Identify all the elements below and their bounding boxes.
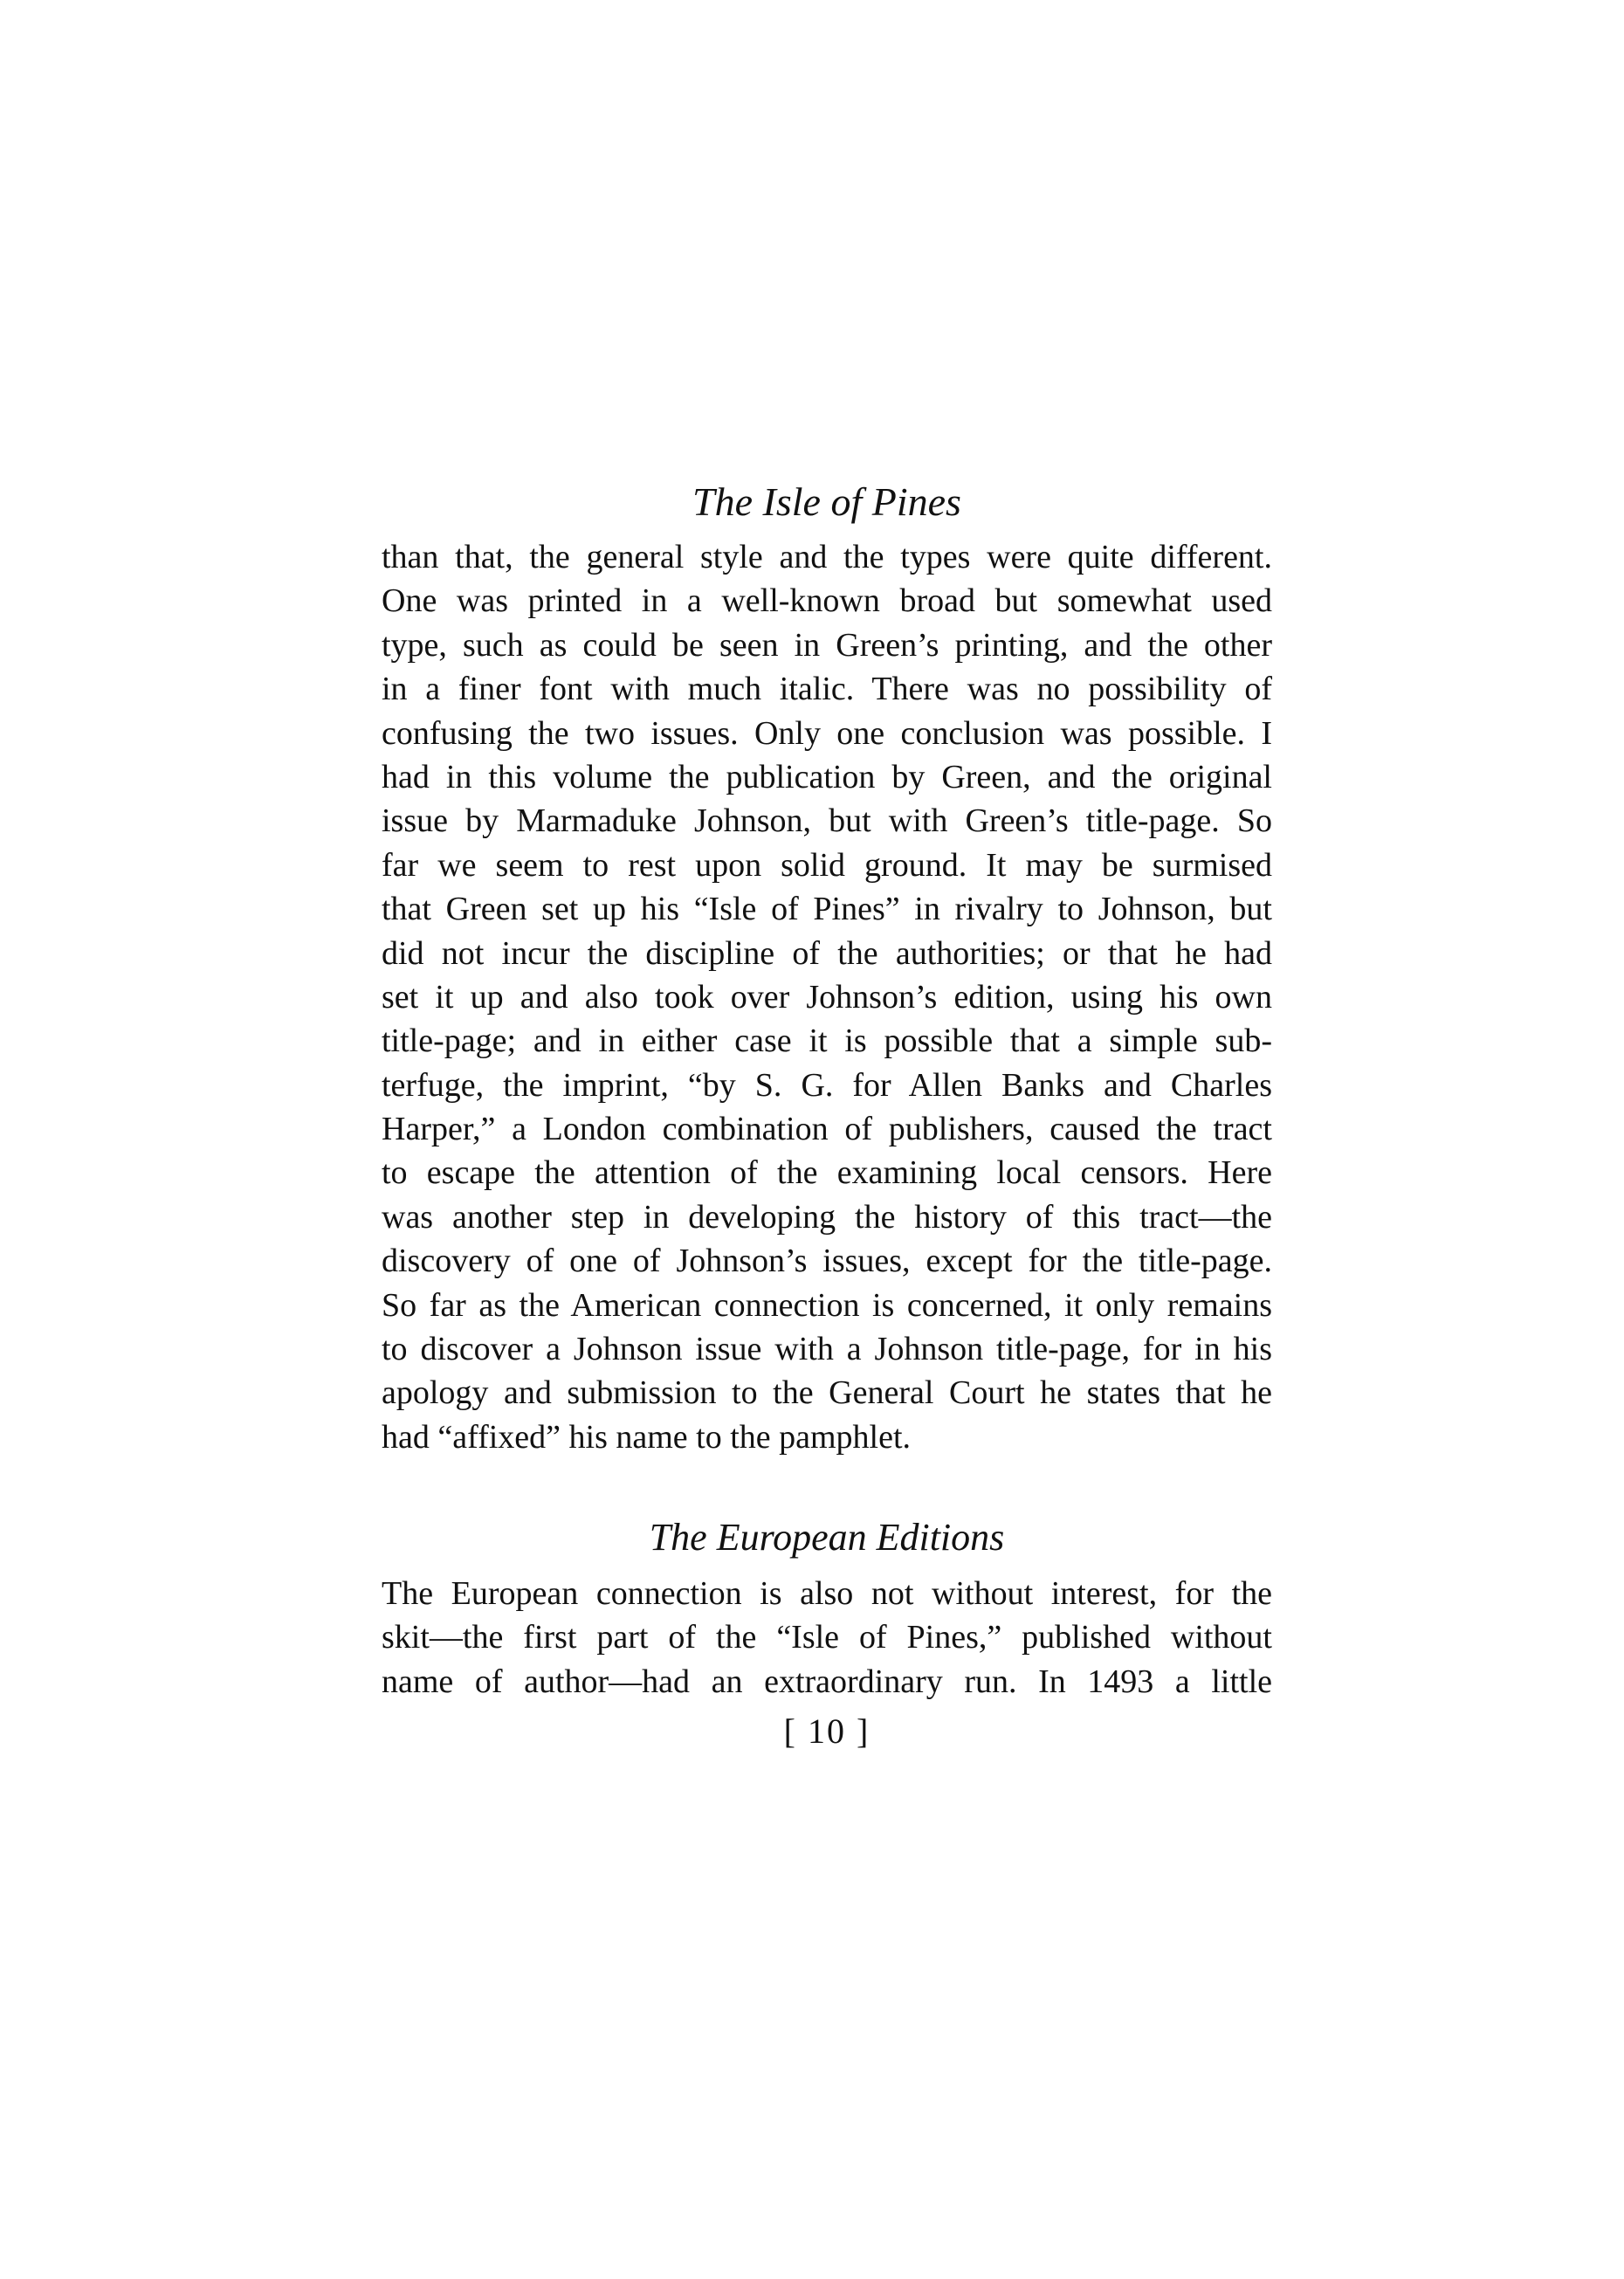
text-line: So far as the American connection is concerned, it only remains xyxy=(382,1286,1272,1324)
text-line: confusing the two issues. Only one conclusion was possible. I xyxy=(382,714,1272,752)
text-line: than that, the general style and the types were quite different. xyxy=(382,539,1272,575)
text-line: skit—the first part of the “Isle of Pines,” published without xyxy=(382,1619,1272,1656)
text-line: terfuge, the imprint, “by S. G. for Allen Banks and Charles xyxy=(382,1066,1272,1104)
page-number: [ 10 ] xyxy=(783,1711,870,1751)
text-line: title-page; and in either case it is possible that a simple sub- xyxy=(382,1022,1272,1060)
paragraph xyxy=(382,1572,1272,1704)
text-line: type, such as could be seen in Green’s printing, and the other xyxy=(382,626,1272,664)
running-head: The Isle of Pines xyxy=(692,479,961,524)
text-line: set it up and also took over Johnson’s edition, using his own xyxy=(382,978,1272,1016)
text-line: had “affixed” his name to the pamphlet. xyxy=(382,1418,912,1456)
text-line: in a finer font with much italic. There was no possibility of xyxy=(382,671,1272,708)
text-line: that Green set up his “Isle of Pines” in rivalry to Johnson, but xyxy=(382,891,1272,928)
text-line: had in this volume the publication by Green, and the original xyxy=(382,758,1272,795)
paragraph xyxy=(382,535,1272,1459)
text-line: to escape the attention of the examining local censors. Here xyxy=(382,1154,1272,1192)
text-line: did not incur the discipline of the authorities; or that he had xyxy=(382,934,1272,972)
text-line: The European connection is also not without interest, for the xyxy=(382,1575,1272,1612)
text-line: name of author—had an extraordinary run. In 1493 a little xyxy=(382,1663,1272,1700)
text-line: Harper,” a London combination of publishers, caused the tract xyxy=(382,1111,1272,1148)
text-line: issue by Marmaduke Johnson, but with Green’s title-page. So xyxy=(382,802,1272,840)
text-line: apology and submission to the General Court he states that he xyxy=(382,1374,1272,1412)
text-line: far we seem to rest upon solid ground. It may be surmised xyxy=(382,846,1272,884)
text-line: discovery of one of Johnson’s issues, except for the title-page. xyxy=(382,1243,1272,1280)
section-heading: The European Editions xyxy=(649,1516,1005,1559)
text-line: One was printed in a well-known broad but somewhat used xyxy=(382,582,1272,620)
text-line: to discover a Johnson issue with a Johnson title-page, for in his xyxy=(382,1331,1272,1368)
text-line: was another step in developing the history of this tract—the xyxy=(382,1198,1272,1236)
